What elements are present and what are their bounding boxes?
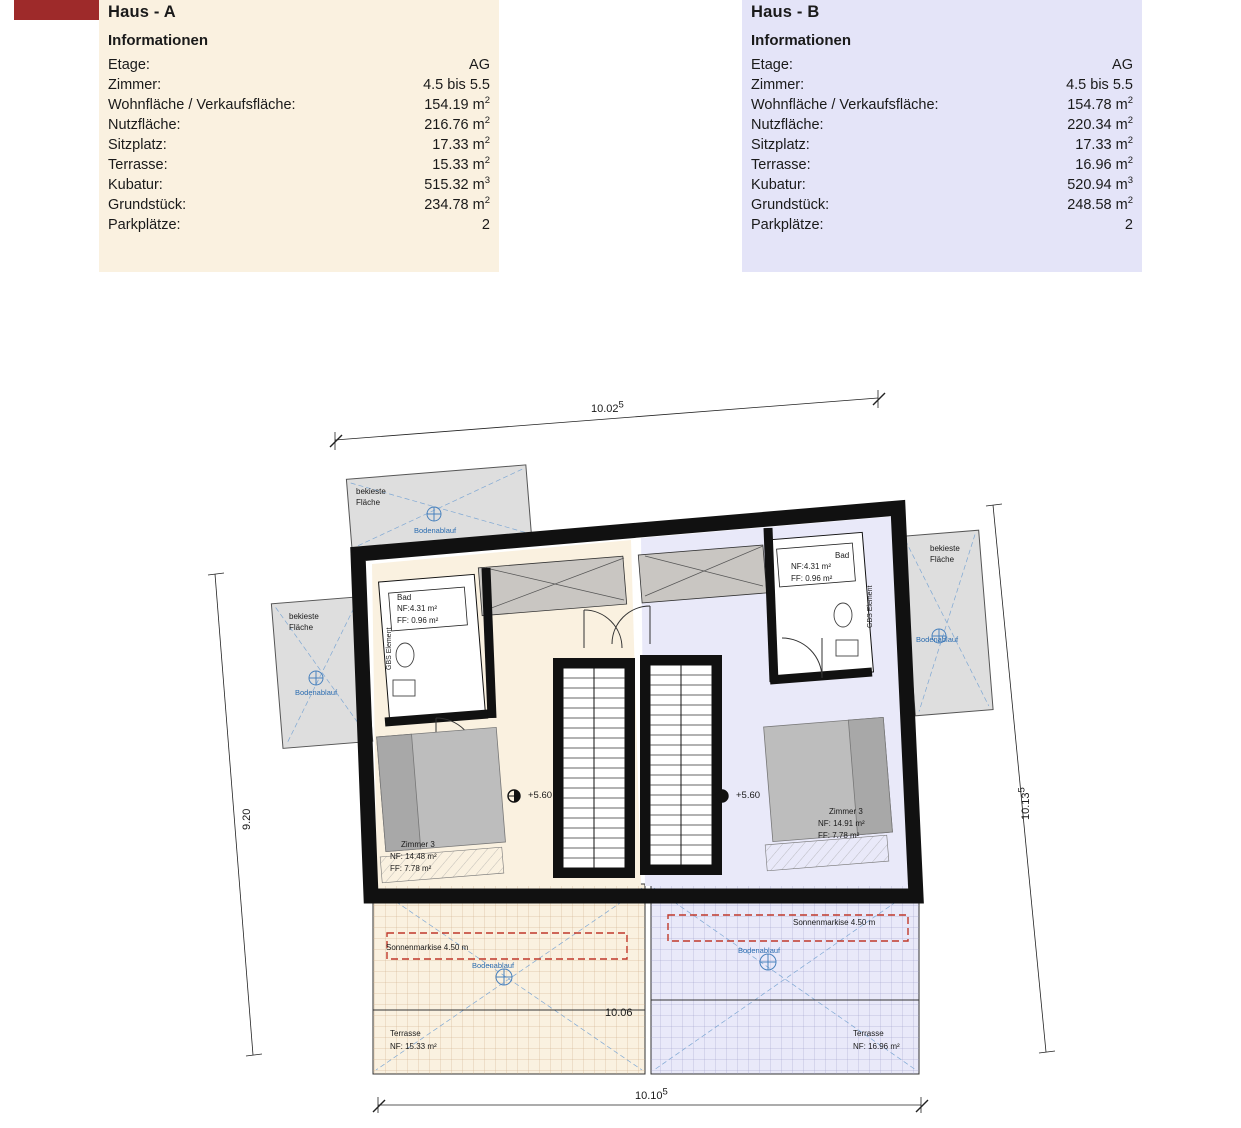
- room-label-zimmer3-a: Zimmer 3: [401, 840, 435, 849]
- gravel-label-left-line1: bekieste: [289, 612, 319, 621]
- row-label: Kubatur:: [108, 176, 163, 193]
- table-row: [99, 175, 499, 195]
- gbs-element-label-a: GBS Element: [386, 627, 393, 670]
- red-corner-marker: [14, 0, 100, 20]
- info-panel-haus-a: [99, 0, 499, 272]
- gravel-label-right-line2: Fläche: [930, 555, 955, 564]
- table-row: [742, 95, 1142, 115]
- bathroom-haus-b: [767, 532, 874, 679]
- table-row: [99, 215, 499, 235]
- row-value: 16.96 $m^2$: [1075, 154, 1133, 173]
- awning-label-a: Sonnenmarkise 4.50 m: [386, 943, 469, 952]
- drain-label-terrace-b: Bodenablauf: [738, 946, 781, 955]
- gravel-label-left-line2: Fläche: [289, 623, 314, 632]
- room-ff-zimmer3-a: FF: 7.78 m²: [390, 864, 432, 873]
- level-marker-a: [508, 790, 520, 802]
- table-row: [742, 155, 1142, 175]
- table-row: [742, 175, 1142, 195]
- row-label: Grundstück:: [108, 196, 187, 213]
- panel-section-haus-b: Informationen: [751, 32, 851, 49]
- row-value: 4.5 bis 5.5: [423, 76, 490, 93]
- gravel-label-right-line1: bekieste: [930, 544, 960, 553]
- table-row: [99, 195, 499, 215]
- row-value: 220.34 $m^2$: [1067, 114, 1133, 133]
- row-value: 154.19 $m^2$: [424, 94, 490, 113]
- bath-nf-a: NF:4.31 m²: [397, 604, 438, 613]
- panel-section-haus-a: Informationen: [108, 32, 208, 49]
- row-value: 2: [481, 216, 490, 233]
- info-table-haus-a: [99, 55, 499, 235]
- table-row: [99, 55, 499, 75]
- row-value: 2: [1124, 216, 1133, 233]
- row-value: 17.33 $m^2$: [1075, 134, 1133, 153]
- row-label: Nutzfläche:: [751, 116, 824, 133]
- bath-ff-a: FF: 0.96 m²: [397, 616, 439, 625]
- furniture-bedroom-a: [377, 727, 506, 851]
- floor-plan-svg: [0, 300, 1241, 1123]
- row-label: Parkplätze:: [751, 216, 824, 233]
- row-value: 4.5 bis 5.5: [1066, 76, 1133, 93]
- bath-ff-b: FF: 0.96 m²: [791, 574, 833, 583]
- room-nf-zimmer3-b: NF: 14.91 m²: [818, 819, 865, 828]
- table-row: [99, 75, 499, 95]
- panel-title-haus-a: Haus - A: [108, 3, 176, 21]
- table-row: [742, 135, 1142, 155]
- dimension-label-middle: 10.06: [605, 1007, 633, 1019]
- table-row: [742, 195, 1142, 215]
- row-label: Kubatur:: [751, 176, 806, 193]
- dimension-label-bottom: 10.10$^5$: [635, 1086, 668, 1102]
- row-value: 515.32 $m^3$: [424, 174, 490, 193]
- table-row: [99, 95, 499, 115]
- row-label: Parkplätze:: [108, 216, 181, 233]
- row-value: 248.58 $m^2$: [1067, 194, 1133, 213]
- row-label: Grundstück:: [751, 196, 830, 213]
- table-row: [742, 75, 1142, 95]
- row-value: 17.33 $m^2$: [432, 134, 490, 153]
- row-label: Sitzplatz:: [108, 136, 167, 153]
- row-value: 15.33 $m^2$: [432, 154, 490, 173]
- table-row: [742, 115, 1142, 135]
- panel-title-haus-b: Haus - B: [751, 3, 820, 21]
- row-label: Sitzplatz:: [751, 136, 810, 153]
- gbs-element-label-b: GBS Element: [867, 585, 874, 628]
- bath-label-b: Bad: [835, 551, 850, 560]
- row-label: Etage:: [108, 56, 150, 73]
- row-label: Wohnfläche / Verkaufsfläche:: [751, 96, 939, 113]
- staircase-haus-a: [553, 658, 635, 878]
- row-label: Nutzfläche:: [108, 116, 181, 133]
- row-value: 154.78 $m^2$: [1067, 94, 1133, 113]
- floor-plan-drawing: [0, 300, 1241, 1123]
- table-row: [99, 155, 499, 175]
- terrace-nf-a: NF: 15.33 m²: [390, 1042, 437, 1051]
- level-label-a: +5.60: [528, 790, 553, 801]
- row-value: 216.76 $m^2$: [424, 114, 490, 133]
- bath-nf-b: NF:4.31 m²: [791, 562, 832, 571]
- row-value: AG: [1112, 56, 1133, 73]
- bath-label-a: Bad: [397, 593, 412, 602]
- table-row: [99, 115, 499, 135]
- info-table-haus-b: [742, 55, 1142, 235]
- drain-label-right: Bodenablauf: [916, 635, 959, 644]
- row-value: 234.78 $m^2$: [424, 194, 490, 213]
- row-label: Zimmer:: [751, 76, 805, 93]
- room-nf-zimmer3-a: NF: 14.48 m²: [390, 852, 437, 861]
- row-label: Wohnfläche / Verkaufsfläche:: [108, 96, 296, 113]
- dimension-label-left: 9.20: [241, 808, 253, 830]
- staircase-haus-b: [640, 655, 722, 875]
- drain-label-terrace-a: Bodenablauf: [472, 961, 515, 970]
- gravel-label-top-line2: Fläche: [356, 498, 381, 507]
- row-label: Terrasse:: [108, 156, 168, 173]
- row-label: Zimmer:: [108, 76, 162, 93]
- info-panel-haus-b: [742, 0, 1142, 272]
- terrace-label-b: Terrasse: [853, 1029, 884, 1038]
- gravel-label-top-line1: bekieste: [356, 487, 386, 496]
- drain-label-left: Bodenablauf: [295, 688, 338, 697]
- room-ff-zimmer3-b: FF: 7.78 m²: [818, 831, 860, 840]
- row-value: 520.94 $m^3$: [1067, 174, 1133, 193]
- dimension-label-right: 10.13$^5$: [1016, 787, 1032, 820]
- level-marker-b: [716, 790, 728, 802]
- row-label: Etage:: [751, 56, 793, 73]
- awning-label-b: Sonnenmarkise 4.50 m: [793, 918, 876, 927]
- terrace-label-a: Terrasse: [390, 1029, 421, 1038]
- row-label: Terrasse:: [751, 156, 811, 173]
- row-value: AG: [469, 56, 490, 73]
- level-label-b: +5.60: [736, 790, 761, 801]
- table-row: [99, 135, 499, 155]
- bathroom-haus-a: [379, 574, 486, 721]
- table-row: [742, 215, 1142, 235]
- room-label-zimmer3-b: Zimmer 3: [829, 807, 863, 816]
- terrace-nf-b: NF: 16.96 m²: [853, 1042, 900, 1051]
- table-row: [742, 55, 1142, 75]
- dimension-label-top: 10.02$^5$: [591, 399, 624, 415]
- drain-label-top: Bodenablauf: [414, 526, 457, 535]
